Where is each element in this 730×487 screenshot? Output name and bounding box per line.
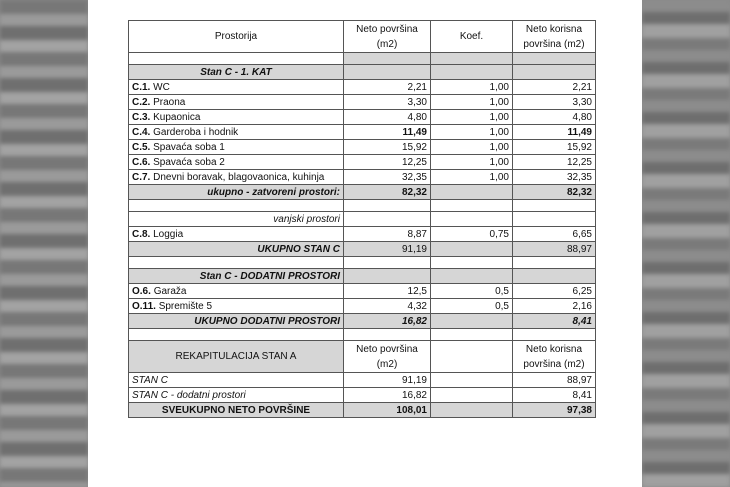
header-neto-povrsina: Neto površina (m2) <box>344 21 431 53</box>
korisna-cell: 11,49 <box>513 125 596 140</box>
korisna-cell: 6,25 <box>513 284 596 299</box>
recap-header-label: REKAPITULACIJA STAN A <box>129 341 344 373</box>
table-row <box>129 170 596 185</box>
total-neto: 91,19 <box>344 242 431 257</box>
subtotal-neto: 82,32 <box>344 185 431 200</box>
table-row <box>129 284 596 299</box>
outdoor-title: vanjski prostori <box>129 212 344 227</box>
document-page <box>88 0 642 487</box>
total-neto: 16,82 <box>344 314 431 329</box>
recap-korisna: 8,41 <box>513 388 596 403</box>
neto-cell: 4,80 <box>344 110 431 125</box>
table-row <box>129 299 596 314</box>
room-cell: C.5. Spavaća soba 1 <box>129 140 344 155</box>
koef-cell: 0,5 <box>431 299 513 314</box>
recap-label: STAN C <box>129 373 344 388</box>
subtotal-label: ukupno - zatvoreni prostori: <box>129 185 344 200</box>
room-cell: C.6. Spavaća soba 2 <box>129 155 344 170</box>
room-cell: O.6. Garaža <box>129 284 344 299</box>
section-title: Stan C - 1. KAT <box>129 65 344 80</box>
neto-cell: 2,21 <box>344 80 431 95</box>
total-label: UKUPNO DODATNI PROSTORI <box>129 314 344 329</box>
subtotal-korisna: 82,32 <box>513 185 596 200</box>
korisna-cell: 15,92 <box>513 140 596 155</box>
koef-cell: 1,00 <box>431 110 513 125</box>
header-koef: Koef. <box>431 21 513 53</box>
korisna-cell: 32,35 <box>513 170 596 185</box>
total-label: UKUPNO STAN C <box>129 242 344 257</box>
neto-cell: 12,25 <box>344 155 431 170</box>
background-left <box>0 0 88 487</box>
area-table <box>128 20 596 418</box>
grand-total-korisna: 97,38 <box>513 403 596 418</box>
table-row <box>129 125 596 140</box>
total-korisna: 8,41 <box>513 314 596 329</box>
spacer-row <box>129 329 596 341</box>
table-row <box>129 140 596 155</box>
korisna-cell: 4,80 <box>513 110 596 125</box>
korisna-cell: 2,16 <box>513 299 596 314</box>
koef-cell: 1,00 <box>431 155 513 170</box>
koef-cell: 1,00 <box>431 125 513 140</box>
grand-total-label: SVEUKUPNO NETO POVRŠINE <box>129 403 344 418</box>
header-neto-korisna: Neto korisna površina (m2) <box>513 21 596 53</box>
total-korisna: 88,97 <box>513 242 596 257</box>
outdoor-title-row <box>129 212 596 227</box>
grand-total-neto: 108,01 <box>344 403 431 418</box>
recap-row <box>129 388 596 403</box>
neto-cell: 4,32 <box>344 299 431 314</box>
recap-neto: 91,19 <box>344 373 431 388</box>
spacer-row <box>129 53 596 65</box>
subtotal-row <box>129 185 596 200</box>
room-cell: C.7. Dnevni boravak, blagovaonica, kuhinja <box>129 170 344 185</box>
recap-label: STAN C - dodatni prostori <box>129 388 344 403</box>
recap-row <box>129 373 596 388</box>
neto-cell: 11,49 <box>344 125 431 140</box>
neto-cell: 32,35 <box>344 170 431 185</box>
grand-total-row <box>129 403 596 418</box>
korisna-cell: 12,25 <box>513 155 596 170</box>
header-prostorija: Prostorija <box>129 21 344 53</box>
koef-cell: 1,00 <box>431 80 513 95</box>
table-row <box>129 80 596 95</box>
korisna-cell: 3,30 <box>513 95 596 110</box>
room-cell: C.3. Kupaonica <box>129 110 344 125</box>
table-row <box>129 110 596 125</box>
section-title-row <box>129 269 596 284</box>
spacer-row <box>129 200 596 212</box>
section-title-row <box>129 65 596 80</box>
koef-cell: 1,00 <box>431 140 513 155</box>
recap-neto: 16,82 <box>344 388 431 403</box>
koef-cell: 0,75 <box>431 227 513 242</box>
neto-cell: 8,87 <box>344 227 431 242</box>
recap-header-neto: Neto površina (m2) <box>344 341 431 373</box>
table-header-row <box>129 21 596 53</box>
spacer-row <box>129 257 596 269</box>
recap-korisna: 88,97 <box>513 373 596 388</box>
korisna-cell: 6,65 <box>513 227 596 242</box>
koef-cell: 1,00 <box>431 170 513 185</box>
recap-header-row <box>129 341 596 373</box>
neto-cell: 15,92 <box>344 140 431 155</box>
table-row <box>129 155 596 170</box>
table-row <box>129 227 596 242</box>
room-cell: C.2. Praona <box>129 95 344 110</box>
total-row <box>129 242 596 257</box>
total-row <box>129 314 596 329</box>
room-cell: C.8. Loggia <box>129 227 344 242</box>
room-cell: O.11. Spremište 5 <box>129 299 344 314</box>
korisna-cell: 2,21 <box>513 80 596 95</box>
koef-cell: 0,5 <box>431 284 513 299</box>
recap-header-korisna: Neto korisna površina (m2) <box>513 341 596 373</box>
koef-cell: 1,00 <box>431 95 513 110</box>
room-cell: C.1. WC <box>129 80 344 95</box>
neto-cell: 3,30 <box>344 95 431 110</box>
background-right <box>642 0 730 487</box>
neto-cell: 12,5 <box>344 284 431 299</box>
room-cell: C.4. Garderoba i hodnik <box>129 125 344 140</box>
table-row <box>129 95 596 110</box>
section-title: Stan C - DODATNI PROSTORI <box>129 269 344 284</box>
